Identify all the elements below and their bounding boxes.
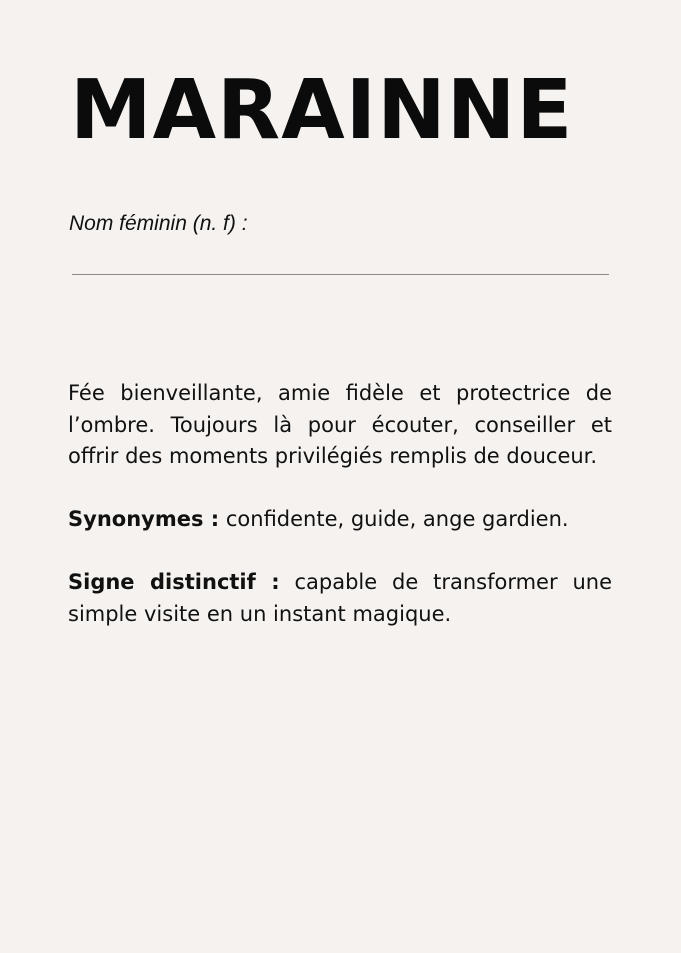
definition-body [68,378,612,630]
definition-text: Fée bienveillante, amie fidèle et protectrice de l’ombre. Toujours là pour écouter, conseiller et offrir des moments privilégiés remplis de douceur. [68,381,612,468]
synonyms-text: confidente, guide, ange gardien. [225,507,569,531]
divider-line [72,274,609,275]
distinctive-sign-label: Signe distinctif : [68,570,280,594]
distinctive-sign-text: capable de transformer une simple visite en un instant magique. [68,570,612,626]
synonyms-paragraph [68,504,612,536]
synonyms-label: Synonymes : [68,507,220,531]
word-title: MARAINNE [70,63,574,158]
grammatical-category: Nom féminin (n. f) : [69,212,248,235]
distinctive-sign-paragraph [68,567,612,630]
